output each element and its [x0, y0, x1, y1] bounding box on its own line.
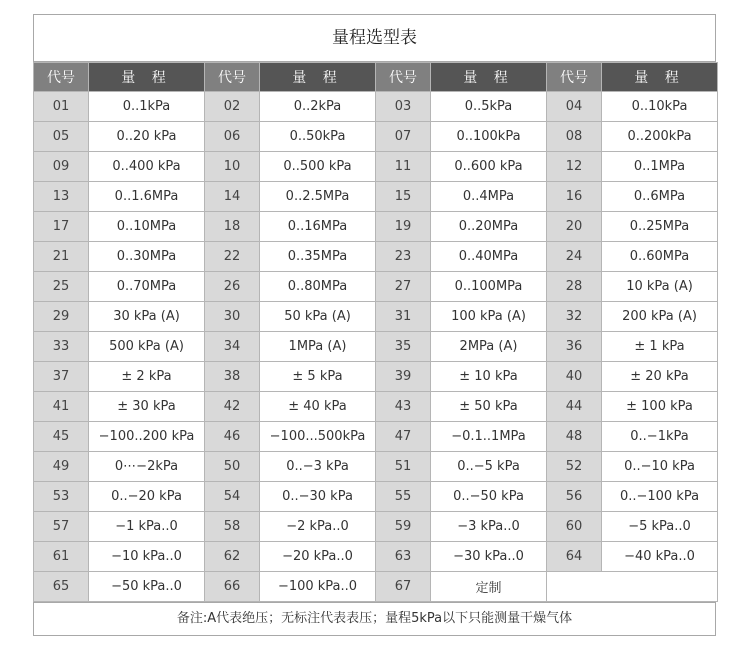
code-cell: 45 [34, 422, 89, 452]
code-cell: 37 [34, 362, 89, 392]
range-cell: 0..−30 kPa [260, 482, 376, 512]
range-cell: ± 5 kPa [260, 362, 376, 392]
code-cell: 46 [205, 422, 260, 452]
code-cell: 29 [34, 302, 89, 332]
code-cell: 16 [547, 182, 602, 212]
empty-cell [547, 572, 718, 602]
code-cell: 41 [34, 392, 89, 422]
header-code: 代号 [205, 63, 260, 92]
code-cell: 21 [34, 242, 89, 272]
table-row [34, 92, 718, 122]
table-body [34, 92, 718, 602]
range-cell: ± 50 kPa [431, 392, 547, 422]
table-row [34, 152, 718, 182]
table-title: 量程选型表 [34, 15, 715, 62]
code-cell: 65 [34, 572, 89, 602]
table-row [34, 452, 718, 482]
range-selection-sheet [33, 14, 716, 636]
range-cell: 0..200kPa [602, 122, 718, 152]
header-range: 量 程 [89, 63, 205, 92]
range-cell: 100 kPa (A) [431, 302, 547, 332]
code-cell: 34 [205, 332, 260, 362]
code-cell: 39 [376, 362, 431, 392]
range-cell: 0..35MPa [260, 242, 376, 272]
code-cell: 49 [34, 452, 89, 482]
range-cell: 0..−3 kPa [260, 452, 376, 482]
range-cell: ± 2 kPa [89, 362, 205, 392]
code-cell: 54 [205, 482, 260, 512]
range-cell: 0..10MPa [89, 212, 205, 242]
table-row [34, 272, 718, 302]
table-row [34, 242, 718, 272]
table-row [34, 512, 718, 542]
code-cell: 01 [34, 92, 89, 122]
header-range: 量 程 [260, 63, 376, 92]
code-cell: 56 [547, 482, 602, 512]
range-cell: 0..1kPa [89, 92, 205, 122]
range-cell: 2MPa (A) [431, 332, 547, 362]
range-cell: 0..400 kPa [89, 152, 205, 182]
range-cell: ± 40 kPa [260, 392, 376, 422]
range-cell: 0..1MPa [602, 152, 718, 182]
code-cell: 31 [376, 302, 431, 332]
range-cell: −3 kPa..0 [431, 512, 547, 542]
code-cell: 32 [547, 302, 602, 332]
range-cell: −2 kPa..0 [260, 512, 376, 542]
range-cell: 30 kPa (A) [89, 302, 205, 332]
code-cell: 13 [34, 182, 89, 212]
range-cell: 50 kPa (A) [260, 302, 376, 332]
code-cell: 42 [205, 392, 260, 422]
code-cell: 58 [205, 512, 260, 542]
code-cell: 12 [547, 152, 602, 182]
table-row [34, 122, 718, 152]
code-cell: 63 [376, 542, 431, 572]
range-cell: 0..80MPa [260, 272, 376, 302]
header-range: 量 程 [602, 63, 718, 92]
code-cell: 23 [376, 242, 431, 272]
code-cell: 67 [376, 572, 431, 602]
range-cell: 0..4MPa [431, 182, 547, 212]
code-cell: 11 [376, 152, 431, 182]
range-cell: ± 20 kPa [602, 362, 718, 392]
code-cell: 25 [34, 272, 89, 302]
range-cell: 0..100kPa [431, 122, 547, 152]
code-cell: 17 [34, 212, 89, 242]
range-cell: −0.1..1MPa [431, 422, 547, 452]
range-cell: 0⋯−2kPa [89, 452, 205, 482]
table-row [34, 302, 718, 332]
code-cell: 27 [376, 272, 431, 302]
code-cell: 09 [34, 152, 89, 182]
table-row [34, 332, 718, 362]
range-cell: 1MPa (A) [260, 332, 376, 362]
range-cell: 0..16MPa [260, 212, 376, 242]
range-cell: 0..100MPa [431, 272, 547, 302]
range-cell: −1 kPa..0 [89, 512, 205, 542]
table-row [34, 572, 718, 602]
range-cell: 0..500 kPa [260, 152, 376, 182]
code-cell: 66 [205, 572, 260, 602]
header-code: 代号 [376, 63, 431, 92]
code-cell: 40 [547, 362, 602, 392]
table-row [34, 422, 718, 452]
code-cell: 33 [34, 332, 89, 362]
code-cell: 44 [547, 392, 602, 422]
range-cell: 0..6MPa [602, 182, 718, 212]
range-cell: 0..−10 kPa [602, 452, 718, 482]
code-cell: 04 [547, 92, 602, 122]
code-cell: 22 [205, 242, 260, 272]
table-row [34, 392, 718, 422]
range-cell: 0..2kPa [260, 92, 376, 122]
code-cell: 10 [205, 152, 260, 182]
code-cell: 62 [205, 542, 260, 572]
range-cell: 0..−20 kPa [89, 482, 205, 512]
code-cell: 14 [205, 182, 260, 212]
range-cell: 0..600 kPa [431, 152, 547, 182]
range-cell: 0..5kPa [431, 92, 547, 122]
header-code: 代号 [34, 63, 89, 92]
range-cell: ± 1 kPa [602, 332, 718, 362]
code-cell: 36 [547, 332, 602, 362]
code-cell: 02 [205, 92, 260, 122]
code-cell: 08 [547, 122, 602, 152]
range-cell: 定制 [431, 572, 547, 602]
range-cell: −10 kPa..0 [89, 542, 205, 572]
code-cell: 35 [376, 332, 431, 362]
code-cell: 48 [547, 422, 602, 452]
header-row [34, 63, 718, 92]
table-row [34, 182, 718, 212]
code-cell: 57 [34, 512, 89, 542]
range-cell: −100 kPa..0 [260, 572, 376, 602]
footnote: 备注:A代表绝压；无标注代表表压；量程5kPa以下只能测量干燥气体 [34, 602, 715, 635]
code-cell: 19 [376, 212, 431, 242]
code-cell: 52 [547, 452, 602, 482]
range-cell: −100..200 kPa [89, 422, 205, 452]
range-cell: 10 kPa (A) [602, 272, 718, 302]
range-cell: 0..1.6MPa [89, 182, 205, 212]
code-cell: 28 [547, 272, 602, 302]
table-row [34, 212, 718, 242]
table-row [34, 542, 718, 572]
range-cell: ± 100 kPa [602, 392, 718, 422]
range-cell: 0..2.5MPa [260, 182, 376, 212]
range-cell: −50 kPa..0 [89, 572, 205, 602]
code-cell: 07 [376, 122, 431, 152]
range-cell: 0..70MPa [89, 272, 205, 302]
range-cell: 0..10kPa [602, 92, 718, 122]
code-cell: 30 [205, 302, 260, 332]
code-cell: 18 [205, 212, 260, 242]
range-cell: −30 kPa..0 [431, 542, 547, 572]
range-cell: ± 10 kPa [431, 362, 547, 392]
code-cell: 38 [205, 362, 260, 392]
code-cell: 20 [547, 212, 602, 242]
range-cell: 0..25MPa [602, 212, 718, 242]
range-cell: 0..20MPa [431, 212, 547, 242]
range-table [33, 62, 718, 602]
code-cell: 06 [205, 122, 260, 152]
code-cell: 43 [376, 392, 431, 422]
code-cell: 47 [376, 422, 431, 452]
range-cell: 0..−1kPa [602, 422, 718, 452]
range-cell: 0..−5 kPa [431, 452, 547, 482]
code-cell: 51 [376, 452, 431, 482]
code-cell: 59 [376, 512, 431, 542]
header-range: 量 程 [431, 63, 547, 92]
range-cell: 0..20 kPa [89, 122, 205, 152]
range-cell: 0..−100 kPa [602, 482, 718, 512]
code-cell: 05 [34, 122, 89, 152]
range-cell: 500 kPa (A) [89, 332, 205, 362]
range-cell: 0..30MPa [89, 242, 205, 272]
range-cell: 0..50kPa [260, 122, 376, 152]
range-cell: 200 kPa (A) [602, 302, 718, 332]
table-row [34, 482, 718, 512]
range-cell: 0..60MPa [602, 242, 718, 272]
range-cell: −20 kPa..0 [260, 542, 376, 572]
range-cell: 0..−50 kPa [431, 482, 547, 512]
code-cell: 55 [376, 482, 431, 512]
code-cell: 50 [205, 452, 260, 482]
code-cell: 61 [34, 542, 89, 572]
code-cell: 03 [376, 92, 431, 122]
code-cell: 26 [205, 272, 260, 302]
header-code: 代号 [547, 63, 602, 92]
table-row [34, 362, 718, 392]
code-cell: 60 [547, 512, 602, 542]
range-cell: −5 kPa..0 [602, 512, 718, 542]
range-cell: 0..40MPa [431, 242, 547, 272]
range-cell: ± 30 kPa [89, 392, 205, 422]
code-cell: 64 [547, 542, 602, 572]
code-cell: 15 [376, 182, 431, 212]
range-cell: −40 kPa..0 [602, 542, 718, 572]
range-cell: −100...500kPa [260, 422, 376, 452]
code-cell: 24 [547, 242, 602, 272]
code-cell: 53 [34, 482, 89, 512]
